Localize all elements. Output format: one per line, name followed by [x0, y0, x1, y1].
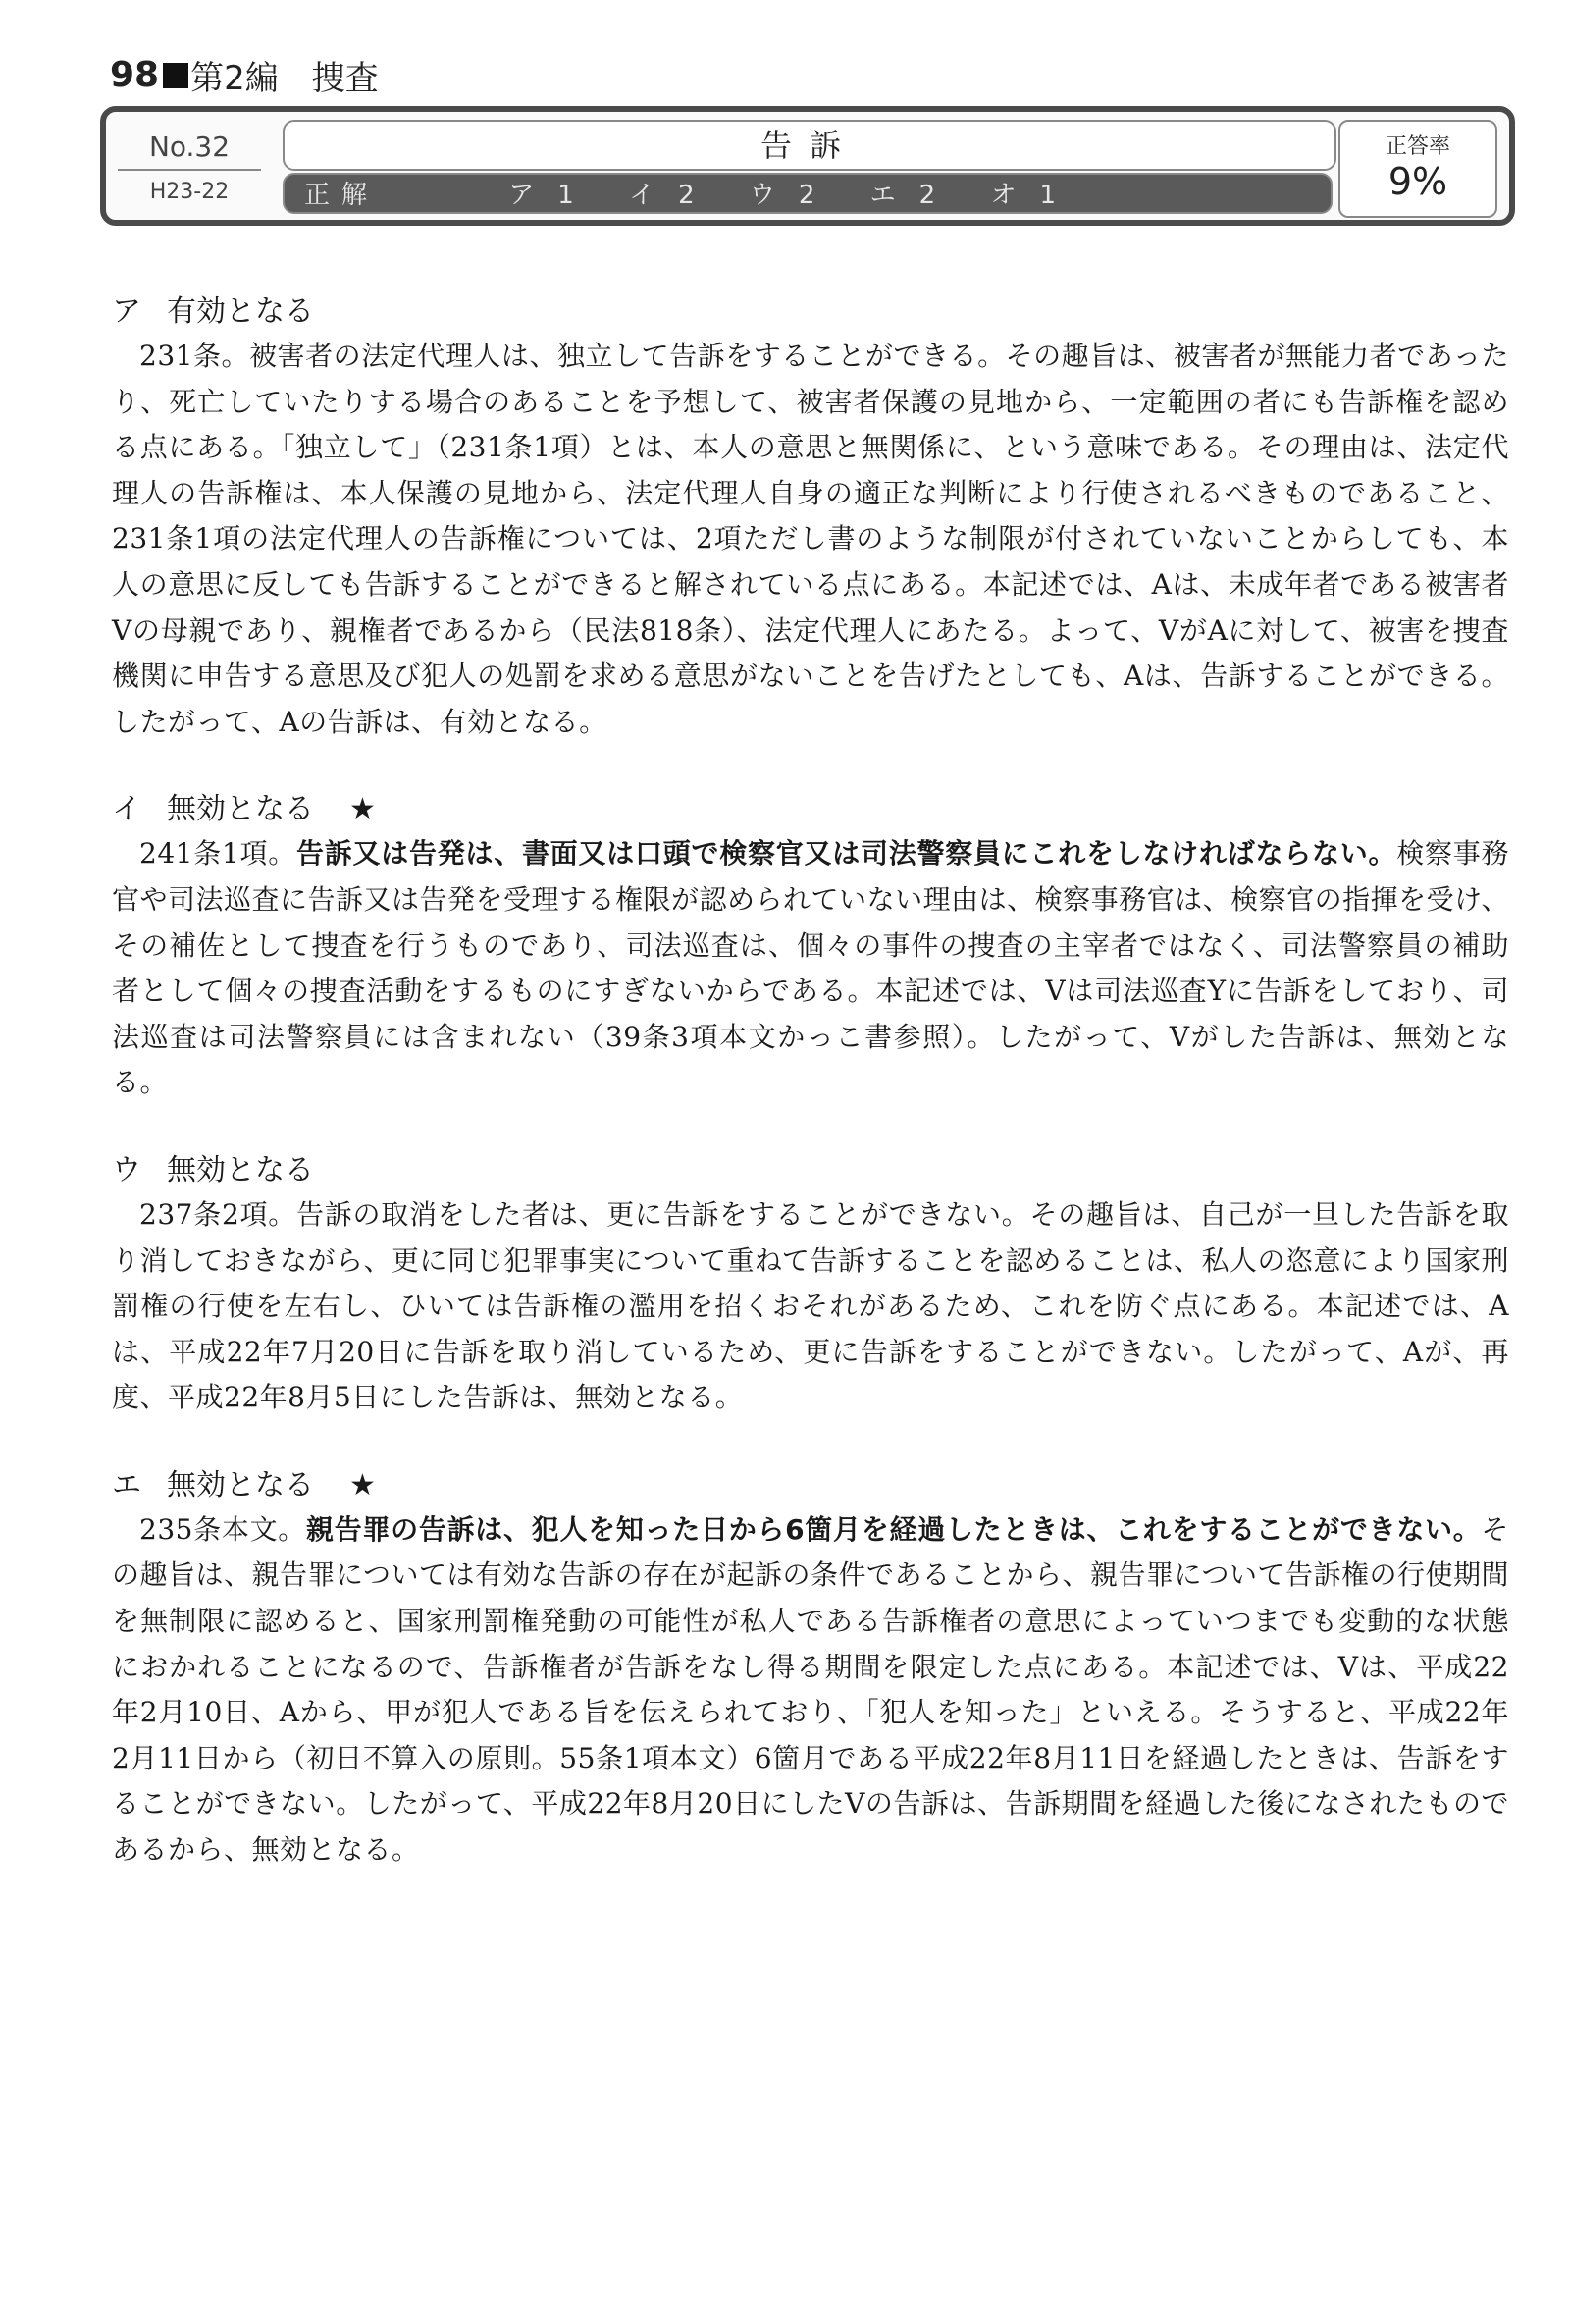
question-title: 告訴 [283, 120, 1336, 171]
item-verdict: 無効となる [167, 1152, 314, 1188]
item-heading [112, 290, 1509, 334]
question-box [100, 106, 1515, 226]
item-body [112, 1507, 1509, 1874]
item-body [112, 1192, 1509, 1421]
item-label: イ [112, 792, 141, 827]
explanation-item-u [112, 1149, 1509, 1421]
item-heading [112, 1149, 1509, 1192]
item-text: 告訴の取消をした者は、更に告訴をすることができない。その趣旨は、自己が一旦した告訴を取り消しておきながら、更に同じ犯罪事実について重ねて告訴することを認めることは、私人の恣意により国家刑罰権の行使を左右し、ひいては告訴権の濫用を招くおそれがあるため、これを防ぐ点にある。本記述では、Aは、平成22年7月20日に告訴を取り消しているため、更に告訴をすることができない。したがって、Aが、再度、平成22年8月5日にした告訴は、無効となる。 [112, 1197, 1509, 1414]
rate-value: 9% [1387, 160, 1448, 203]
item-heading [112, 788, 1509, 831]
explanation-content [112, 290, 1509, 1917]
item-key-rule: 親告罪の告訴は、犯人を知った日から6箇月を経過したときは、これをすることができない。 [306, 1512, 1482, 1546]
question-year-ref: H23-22 [149, 180, 230, 204]
item-label: エ [112, 1467, 141, 1503]
item-text: 検察事務官や司法巡査に告訴又は告発を受理する権限が認められていない理由は、検察事務官は、検察官の指揮を受け、その補佐として捜査を行うものであり、司法巡査は、個々の事件の捜査の主宰者ではなく、司法警察員の補助者として個々の捜査活動をするものにすぎないからである。本記述では、Vは司法巡査Yに告訴をしており、司法巡査は司法警察員には含まれない（39条3項本文かっこ書参照）。したがって、Vがした告訴は、無効となる。 [112, 837, 1509, 1099]
item-key-rule: 告訴又は告発は、書面又は口頭で検察官又は司法警察員にこれをしなければならない。 [296, 837, 1397, 871]
answer-bar [283, 173, 1333, 214]
explanation-item-i [112, 788, 1509, 1106]
item-prefix: 231条。 [139, 340, 250, 372]
section-title: 第2編 捜査 [190, 59, 379, 98]
question-number: No.32 [118, 126, 261, 171]
item-heading [112, 1464, 1509, 1507]
item-verdict: 有効となる [167, 294, 314, 329]
explanation-item-a [112, 290, 1509, 745]
answer-value: ア1 イ2 ウ2 エ2 オ1 [508, 181, 1080, 210]
item-label: ウ [112, 1152, 141, 1188]
answer-label: 正解 [304, 181, 380, 210]
item-text: その趣旨は、親告罪については有効な告訴の存在が起訴の条件であることから、親告罪について告訴権の行使期間を無制限に認めると、国家刑罰権発動の可能性が私人である告訴権者の意思によっていつまでも変動的な状態におかれることになるので、告訴権者が告訴をなし得る期間を限定した点にある。本記述では、Vは、平成22年2月10日、Aから、甲が犯人である旨を伝えられており、「犯人を知った」といえる。そうすると、平成22年2月11日から（初日不算入の原則。55条1項本文）6箇月である平成22年8月11日を経過したときは、告訴をすることができない。したがって、平成22年8月20日にしたVの告訴は、告訴期間を経過した後になされたものであるから、無効となる。 [112, 1512, 1509, 1867]
star-icon: ★ [349, 1467, 376, 1503]
item-prefix: 241条1項。 [139, 837, 297, 871]
explanation-item-e [112, 1464, 1509, 1874]
correct-rate [1338, 120, 1497, 218]
page-header [110, 51, 379, 99]
item-verdict: 無効となる [167, 1467, 314, 1503]
item-verdict: 無効となる [167, 792, 314, 827]
square-icon [163, 63, 188, 88]
rate-label: 正答率 [1385, 134, 1450, 159]
item-text: 被害者の法定代理人は、独立して告訴をすることができる。その趣旨は、被害者が無能力者であったり、死亡していたりする場合のあることを予想して、被害者保護の見地から、一定範囲の者にも告訴権を認める点にある。「独立して」（231条1項）とは、本人の意思と無関係に、という意味である。その理由は、法定代理人の告訴権は、本人保護の見地から、法定代理人自身の適正な判断により行使されるべきものであること、231条1項の法定代理人の告訴権については、2項ただし書のような制限が付されていないことからしても、本人の意思に反しても告訴することができると解されている点にある。本記述では、Aは、未成年者である被害者Vの母親であり、親権者であるから（民法818条）、法定代理人にあたる。よって、VがAに対して、被害を捜査機関に申告する意思及び犯人の処罰を求める意思がないことを告げたとしても、Aは、告訴することができる。したがって、Aの告訴は、有効となる。 [112, 340, 1509, 738]
item-prefix: 237条2項。 [139, 1197, 297, 1231]
item-prefix: 235条本文。 [139, 1512, 307, 1546]
page-number: 98 [110, 55, 160, 95]
question-id [118, 126, 261, 214]
star-icon: ★ [349, 792, 376, 827]
item-label: ア [112, 294, 141, 329]
item-body [112, 334, 1509, 745]
item-body [112, 831, 1509, 1106]
